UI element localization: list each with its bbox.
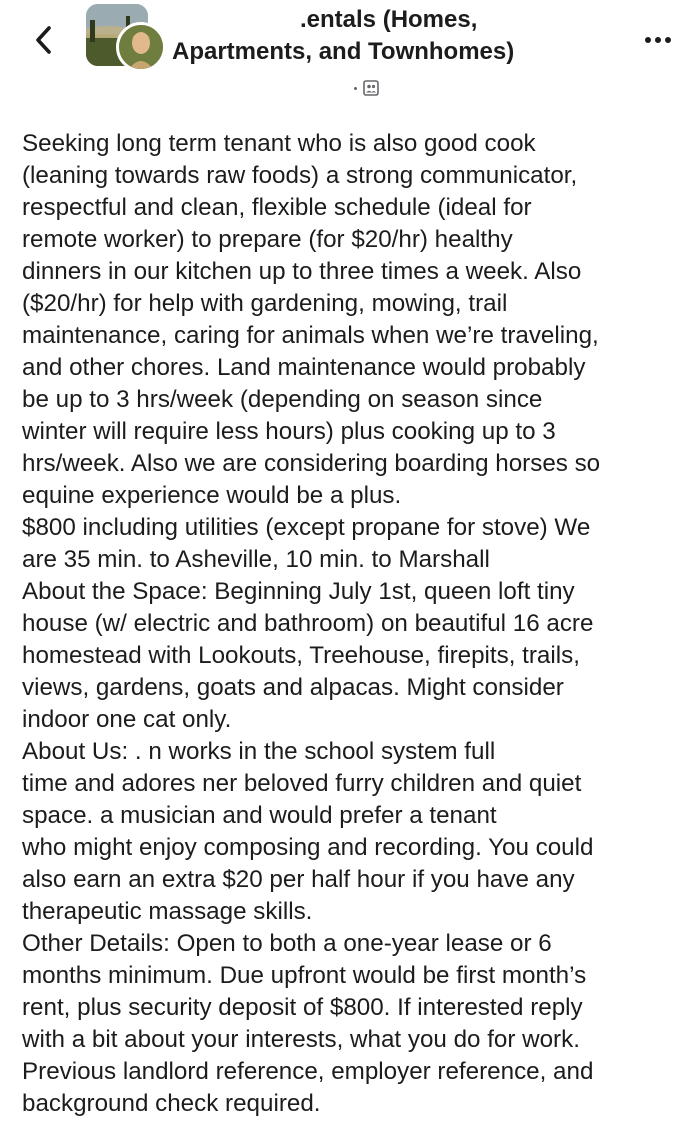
group-avatar[interactable] (86, 4, 160, 68)
post-text-line: equine experience would be a plus. (22, 482, 402, 509)
more-options-button[interactable] (638, 28, 678, 52)
post-text-line: are 35 min. to Asheville, 10 min. to Marshall (22, 546, 490, 573)
post-text-line: space. a musician and would prefer a tenant (22, 802, 497, 829)
post-text-line: house (w/ electric and bathroom) on beautiful 16 acre (22, 610, 594, 637)
post-text-line: Other Details: Open to both a one-year lease or 6 (22, 930, 552, 957)
post-text-line: background check required. (22, 1090, 321, 1117)
group-members-icon (363, 80, 379, 96)
post-text-line: Seeking long term tenant who is also good cook (22, 130, 536, 157)
post-text-line: who might enjoy composing and recording. You could (22, 834, 594, 861)
post-text-line: hrs/week. Also we are considering boarding horses so (22, 450, 601, 477)
post-text-line: winter will require less hours) plus cooking up to 3 (22, 418, 556, 445)
post-text-line: also earn an extra $20 per half hour if you have any (22, 866, 575, 893)
post-text (22, 128, 692, 1120)
post-text-line: respectful and clean, flexible schedule (ideal for (22, 194, 532, 221)
post-text-line: views, gardens, goats and alpacas. Might consider (22, 674, 564, 701)
post-text-line: $800 including utilities (except propane for stove) We (22, 514, 591, 541)
post-text-line: dinners in our kitchen up to three times a week. Also (22, 258, 582, 285)
post-text-line: About the Space: Beginning July 1st, queen loft tiny (22, 578, 575, 605)
post-text-line: therapeutic massage skills. (22, 898, 313, 925)
post-text-line: time and adores ner beloved furry children and quiet (22, 770, 582, 797)
post-text-line: indoor one cat only. (22, 706, 232, 733)
group-title-line1: .entals (Homes, (300, 6, 478, 33)
post-meta (354, 78, 379, 98)
post-text-line: homestead with Lookouts, Treehouse, firepits, trails, (22, 642, 580, 669)
post-text-line: and other chores. Land maintenance would probably (22, 354, 586, 381)
post-text-line: ($20/hr) for help with gardening, mowing, trail (22, 290, 508, 317)
post-text-line: maintenance, caring for animals when we’re traveling, (22, 322, 599, 349)
post-text-line: About Us: . n works in the school system full (22, 738, 496, 765)
back-button[interactable] (28, 22, 58, 58)
more-horizontal-icon (645, 37, 651, 43)
post-text-line: rent, plus security deposit of $800. If interested reply (22, 994, 583, 1021)
author-avatar[interactable] (116, 22, 166, 72)
group-title-line2: Apartments, and Townhomes) (172, 38, 515, 65)
post-text-line: remote worker) to prepare (for $20/hr) healthy (22, 226, 513, 253)
post-header (0, 0, 700, 112)
post-text-line: be up to 3 hrs/week (depending on season since (22, 386, 543, 413)
post-text-line: Previous landlord reference, employer reference, and (22, 1058, 594, 1085)
post-text-line: with a bit about your interests, what you do for work. (22, 1026, 580, 1053)
separator-dot (354, 87, 357, 90)
post-text-line: months minimum. Due upfront would be first month’s (22, 962, 587, 989)
post-text-line: (leaning towards raw foods) a strong communicator, (22, 162, 578, 189)
chevron-left-icon (34, 25, 52, 55)
